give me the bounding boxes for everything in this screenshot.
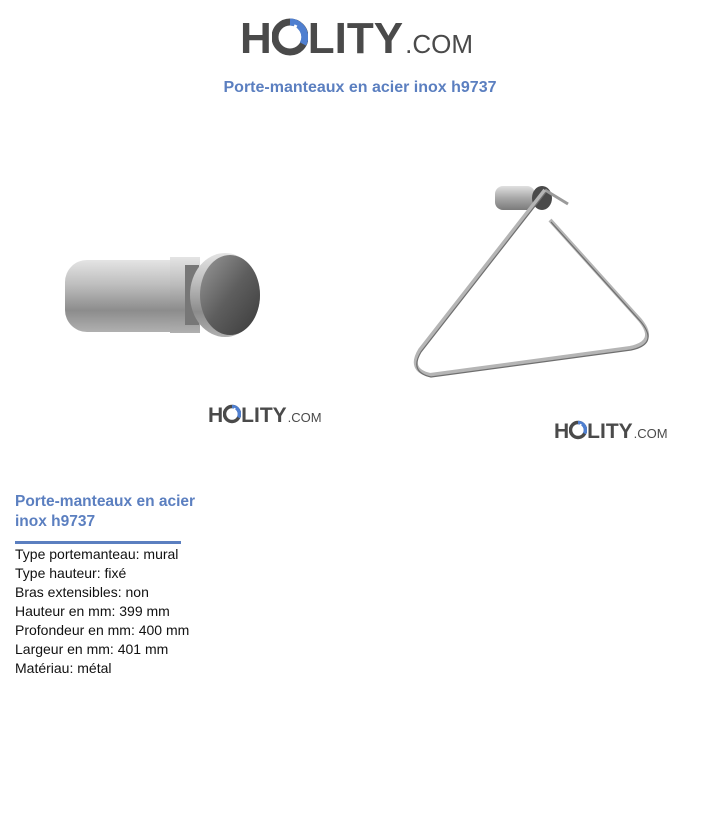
logo-letter-h: H <box>208 404 224 427</box>
spec-item: Hauteur en mm: 399 mm <box>15 603 170 619</box>
wall-hook-image <box>60 245 270 345</box>
logo-domain: .COM <box>287 410 322 425</box>
product-title: Porte-manteaux en acier inox h9737 <box>15 493 196 530</box>
logo-letters: LITY <box>307 14 404 63</box>
logo-domain: .COM <box>405 29 473 59</box>
logo-o-icon <box>223 404 241 428</box>
logo-o-icon <box>272 14 308 64</box>
page-title: Porte-manteaux en acier inox h9737 <box>223 79 497 96</box>
logo-letters: LITY <box>587 420 633 443</box>
spec-item: Type hauteur: fixé <box>15 565 127 581</box>
logo-letter-h: H <box>240 14 272 63</box>
spec-item: Matériau: métal <box>15 660 112 676</box>
spec-item: Largeur en mm: 401 mm <box>15 641 169 657</box>
logo-letter-h: H <box>554 420 570 443</box>
triangle-ring-image <box>400 180 660 400</box>
spec-item: Profondeur en mm: 400 mm <box>15 622 190 638</box>
brand-logo[interactable] <box>240 14 473 64</box>
logo-letters: LITY <box>241 404 287 427</box>
title-divider <box>15 541 181 544</box>
spec-item: Bras extensibles: non <box>15 584 149 600</box>
logo-domain: .COM <box>633 426 668 441</box>
logo-o-icon <box>569 420 587 444</box>
brand-logo-small <box>554 420 668 444</box>
spec-item: Type portemanteau: mural <box>15 546 179 562</box>
spec-list <box>15 545 189 678</box>
brand-logo-small <box>208 404 322 428</box>
